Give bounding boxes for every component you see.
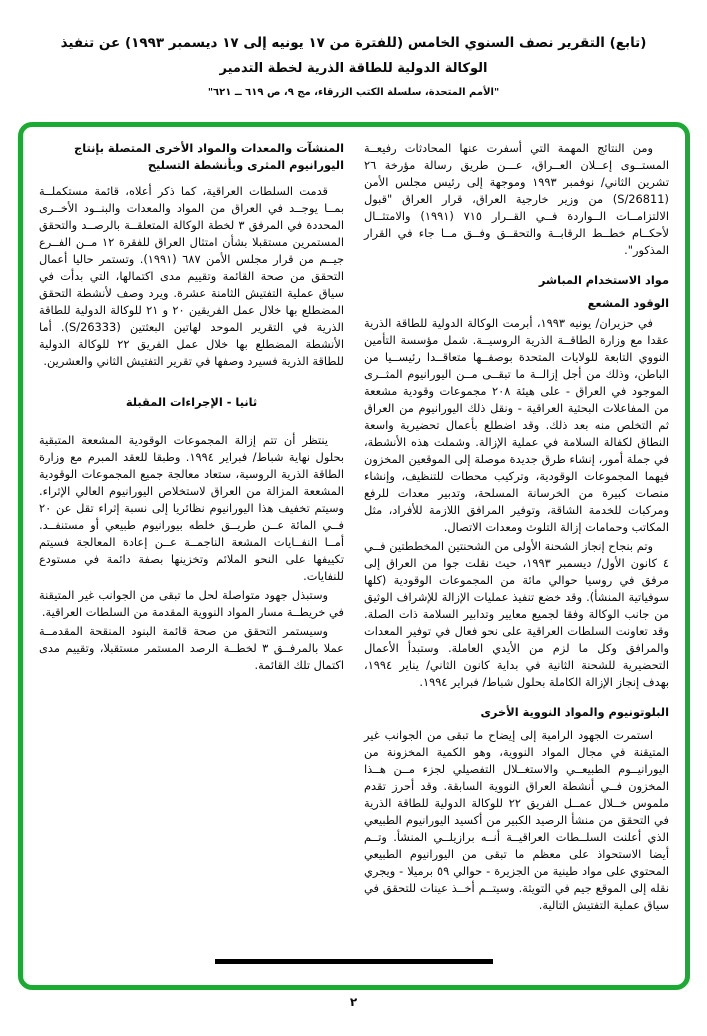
report-title-line1: (تابع) التقرير نصف السنوي الخامس (للفترة من ١٧ يونيه إلى ١٧ ديسمبر ١٩٩٣) عن تنفيذ (60, 35, 647, 51)
green-border-content-box (18, 122, 690, 990)
paragraph-iraq-declaration: ومن النتائج المهمة التي أسفرت عنها المحادثات رفيعــة المستــوى إعــلان العــراق، عـــن طريق رسالة مؤرخة ٢٦ تشرين الثاني/ نوفمبر ١٩٩٣ وموجهة إلى رئيس مجلس الأمن (S/26811) من وزير خارجية العراق، قرار العراق "قبول الالتزامــات الــواردة فــي القــرار ٧١٥ (١٩٩١) والامتثــال لأحكــام خطــط الرقابــة والتحقــق وفــق مــا جاء في القرار المذكور". (364, 141, 669, 257)
document-header (0, 30, 707, 104)
column-left (39, 140, 344, 945)
paragraph-iraqi-list: قدمت السلطات العراقية، كما ذكر أعلاه، قائمة مستكملــة بمــا يوجــد في العراق من المواد والمعدات والبنــود الأخــرى المحددة في المرفق ٣ لخطة الوكالة المتعلقــة بالرصــد والتحقق المستمرين مستقبلا بشأن امتثال العراق للفقرة ١٢ مــن الفــرع جيــم من قرار مجلس الأمن ٦٨٧ (١٩٩١). وتستمر حاليا أعمال التحقق من صحة القائمة وتقييم مدى اكتمالها، التي بدأت في سياق عملية التفتيش الثامنة عشرة. ويرد وصف لأنشطة التحقق المضطلع بها خلال عمل الفريقين ٢٠ و ٢١ للوكالة الدولية للطاقة الذرية في التقرير الموحد لهاتين البعثتين (S/26333). أما الأنشطة المضطلع بها خلال عمل الفريق ٢٢ للوكالة الدولية للطاقة الذرية فسيرد وصفها في تقرير التفتيش الثاني والعشرين. (39, 184, 345, 368)
paragraph-first-shipment: وتم بنجاح إنجاز الشحنة الأولى من الشحنتين المخططتين فــي ٤ كانون الأول/ ديسمبر ١٩٩٣، حيث نقلت جوا من العراق إلى مرفق في روسيا حوالي مائة من المجموعات الوقودية (كلها سوفياتية المنشأ). وقد خضع تنفيذ عمليات الإزالة للإشراف الوثيق من جانب الوكالة وفقا لجميع معايير وتدابير السلامة ذات الصلة. وقد تعاونت السلطات العراقية على نحو فعال في توفير المعدات والمرافق وكل ما لزم من الأيدي العاملة. وستبدأ الأعمال التحضيرية للشحنة الثانية في بداية كانون الثاني/ يناير ١٩٩٤، بهدف إنجاز الإزالة الكاملة بحلول شباط/ فبراير ١٩٩٤. (364, 539, 669, 689)
heading-facilities-equipment: المنشآت والمعدات والمواد الأخرى المتصلة بإنتاج اليورانيوم المثرى وبأنشطة التسليح (74, 141, 344, 172)
column-right (364, 140, 669, 945)
two-column-layout (23, 127, 685, 985)
heading-direct-use-materials: مواد الاستخدام المباشر (538, 273, 669, 287)
paragraph-continued-efforts: وستبذل جهود متواصلة لحل ما تبقى من الجوانب غير المتيقنة في خريطــة مسار المواد النووية المقدمة من السلطات العراقية. (39, 588, 344, 619)
paragraph-natural-uranium: استمرت الجهود الرامية إلى إيضاح ما تبقى من الجوانب غير المتيقنة في مجال المواد النووية، وهو الكمية المخزونة من اليورانيــوم الطبيعــي والاستغــلال التفصيلي لجزء مــن هــذا المخزون فــي أنشطة العراق النووية السابقة. وقد أحرز تقدم ملموس خــلال عمــل الفريق ٢٢ للوكالة الدولية للطاقة الذرية في التحقق من منشأ الرصيد الكبير من أكسيد اليورانيوم الطبيعي الذي أعلنت السلــطات العراقيــة أنــه برازيلــي المنشأ. وتــم أيضا الاستحواذ على معظم ما تبقى من اليورانيوم الطبيعي المحتوي على مواد طينية من الجزيرة - حوالي ٥٩ برميلا - ويجري نقله إلى الموقع جيم في التويثة. وسيتــم أخــذ عينات للتحقق في سياق عملية التفتيش التالية. (364, 728, 669, 912)
subheading-irradiated-fuel: الوقود المشعع (587, 296, 669, 310)
paragraph-fuel-removal-plan: ينتظر أن تتم إزالة المجموعات الوقودية المشععة المتبقية بحلول نهاية شباط/ فبراير ١٩٩٤. وطبقا للعقد المبرم مع وزارة الطاقة الذرية الروسية، ستعاد معالجة جميع المجموعات الوقودية المشععة المزالة من العراق لاستخلاص اليورانيوم العالي الإثراء. وسيتم تخفيف هذا اليورانيوم نظائريا إلى نسبة إثراء تقل عن ٢٠ فــي المائة عــن طريــق خلطه بيورانيوم طبيعي أو مستنفــد. أمــا النفــايات المشعة الناجمــة عــن إعادة المعالجة فسيتم تكييفها على النحو الملائم وتخزينها بصفة دائمة في مستودع للنفايات. (39, 433, 344, 583)
page-number: ٢ (349, 995, 358, 1009)
section-heading-future-actions: ثانيا - الإجراءات المقبلة (125, 395, 258, 409)
source-citation: "الأمم المتحدة، سلسلة الكتب الزرقاء، مج ٩، ص ٦١٩ ــ ٦٢١" (207, 87, 500, 98)
paragraph-list-verification: وسيستمر التحقق من صحة قائمة البنود المنقحة المقدمــة عملا بالمرفــق ٣ لخطــة الرصد المستمر مستقبلا، وتقييم مدى اكتمال تلك القائمة. (39, 624, 344, 672)
end-of-text-rule (215, 959, 493, 964)
paragraph-russia-contract: في حزيران/ يونيه ١٩٩٣، أبرمت الوكالة الدولية للطاقة الذرية عقدا مع وزارة الطاقــة الذرية الروسيــة. شمل مؤسسة التأمين النووي التابعة للولايات المتحدة بوصفــها متعاقــدا رئيســيا من الباطن، وذلك من أجل إزالــة ما تبقــى مــن اليورانيوم المثــرى الموجود في العراق - على هيئة ٢٠٨ مجموعات وقودية مشععة من المفاعلات البحثية العراقية - ونقل ذلك اليورانيوم من العراق ثم التخلص منه بعد ذلك. وقد اضطلع بأعمال تحضيرية واسعة النطاق لكفالة السلامة في عملية الإزالة. وشملت هذه الأنشطة، في جملة أمور، إنشاء طرق جديدة موصلة إلى الموقعين المخزون فيهما المجموعات الوقودية، وتركيب محطات للتنظيف، وإنشاء منصات كبيرة من الخرسانة المسلحة، وتدبير معدات للرفع ومركبات للخدمة الشاقة، وتوفير المرافق اللازمة للأفراد، مثل المكاتب وحمامات إزالة التلوث ومعدات الاتصال. (364, 316, 669, 534)
report-title-line2: الوكالة الدولية للطاقة الذرية لخطة التدمير (219, 61, 488, 76)
subheading-plutonium-nuclear-materials: البلوتونيوم والمواد النووية الأخرى (480, 705, 669, 719)
